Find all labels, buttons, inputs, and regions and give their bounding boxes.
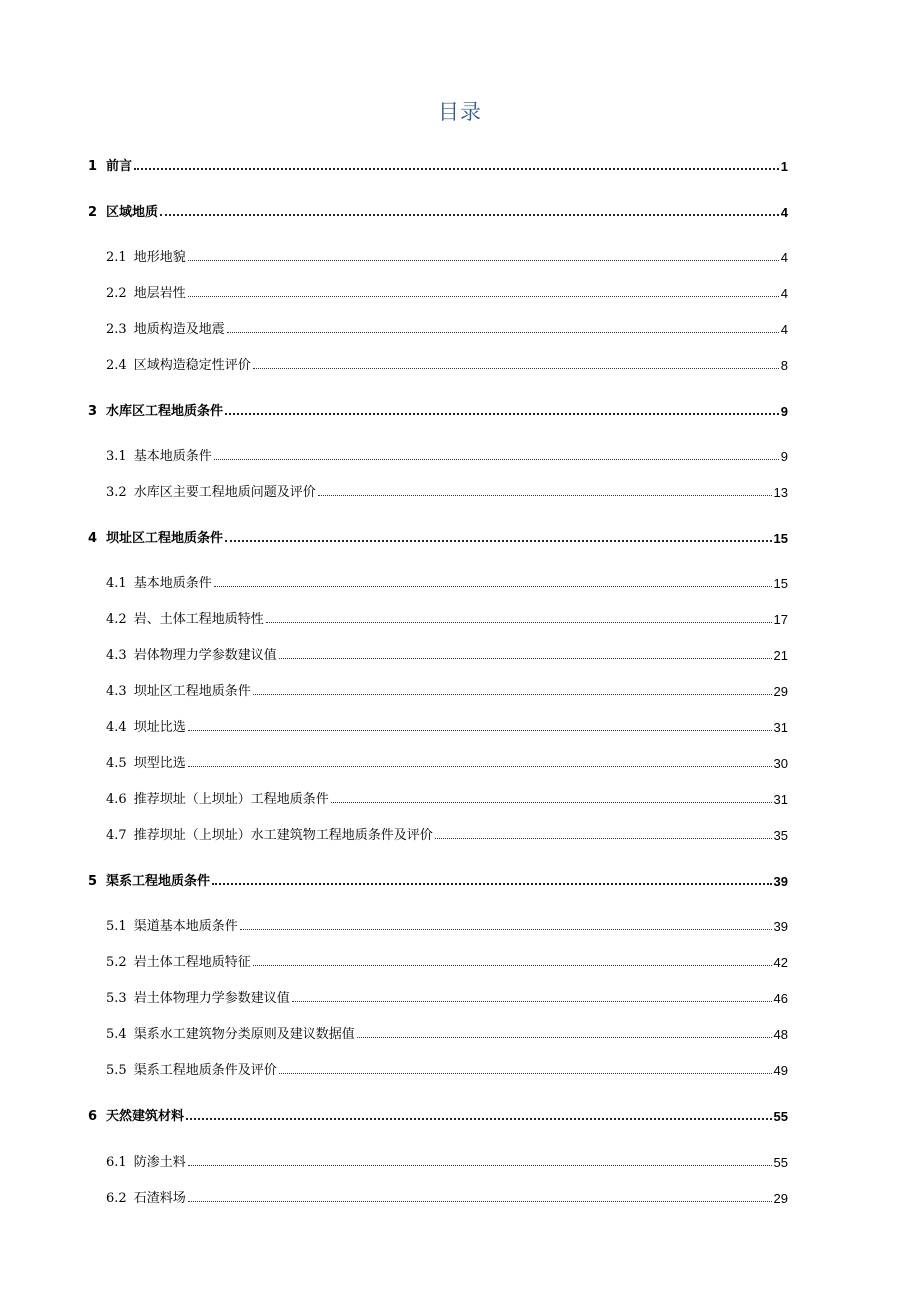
- dot-leader: [214, 459, 779, 460]
- toc-entry-number: 6.2: [106, 1191, 127, 1206]
- toc-entry-label: 岩体物理力学参数建议值: [133, 648, 277, 663]
- toc-entry[interactable]: [88, 1104, 788, 1124]
- toc-entry-label: 岩土体物理力学参数建议值: [133, 991, 290, 1006]
- toc-entry[interactable]: [106, 444, 788, 464]
- toc-entry-number: 4.3: [106, 648, 127, 663]
- dot-leader: [227, 332, 779, 333]
- toc-entry-number: 3: [88, 404, 98, 419]
- toc-entry-label: 区域构造稳定性评价: [133, 358, 251, 373]
- dot-leader: [188, 296, 779, 297]
- toc-entry-page-number: 39: [773, 874, 788, 889]
- toc-entry-page-number: 29: [773, 1191, 788, 1206]
- toc-entry[interactable]: [106, 245, 788, 265]
- toc-entry[interactable]: [106, 1186, 788, 1206]
- dot-leader: [279, 658, 772, 659]
- dot-leader: [188, 1165, 772, 1166]
- dot-leader: [357, 1037, 772, 1038]
- toc-entry-label: 渠道基本地质条件: [133, 919, 238, 934]
- toc-entry[interactable]: [106, 787, 788, 807]
- dot-leader: [225, 413, 779, 415]
- toc-entry-label: 渠系工程地质条件: [106, 874, 211, 889]
- toc-entry-number: 4.5: [106, 756, 127, 771]
- toc-entry[interactable]: [106, 281, 788, 301]
- toc-entry-page-number: 4: [780, 205, 788, 220]
- toc-title: 目录: [438, 100, 482, 124]
- toc-entry-number: 4.6: [106, 792, 127, 807]
- toc-entry-number: 5.5: [106, 1063, 127, 1078]
- toc-entry-page-number: 9: [780, 449, 788, 464]
- toc-entry-label: 地质构造及地震: [133, 322, 225, 337]
- toc-entry[interactable]: [106, 353, 788, 373]
- toc-entry-page-number: 29: [773, 684, 788, 699]
- toc-entry-number: 2: [88, 205, 98, 220]
- dot-leader: [212, 883, 771, 885]
- toc-entry[interactable]: [106, 1058, 788, 1078]
- toc-entry-label: 水库区工程地质条件: [106, 404, 224, 419]
- toc-entry-label: 渠系水工建筑物分类原则及建议数据值: [133, 1027, 355, 1042]
- toc-entry-page-number: 4: [780, 250, 788, 265]
- toc-entry-label: 前言: [106, 159, 133, 174]
- toc-entry[interactable]: [88, 200, 788, 220]
- toc-entry-page-number: 17: [773, 612, 788, 627]
- toc-entry[interactable]: [106, 317, 788, 337]
- toc-entry[interactable]: [88, 399, 788, 419]
- toc-entry[interactable]: [88, 526, 788, 546]
- dot-leader: [435, 838, 772, 839]
- toc-entry[interactable]: [106, 643, 788, 663]
- toc-entry-page-number: 31: [773, 792, 788, 807]
- toc-entry-page-number: 4: [780, 322, 788, 337]
- toc-entry[interactable]: [106, 1150, 788, 1170]
- toc-entry-page-number: 1: [780, 159, 788, 174]
- toc-entry-number: 4.4: [106, 720, 127, 735]
- toc-entry[interactable]: [106, 914, 788, 934]
- dot-leader: [279, 1073, 772, 1074]
- toc-entry-label: 基本地质条件: [133, 576, 212, 591]
- dot-leader: [331, 802, 772, 803]
- toc-entry-page-number: 55: [773, 1109, 788, 1124]
- dot-leader: [266, 622, 772, 623]
- toc-entry-label: 地层岩性: [133, 286, 186, 301]
- toc-entry-label: 坝型比选: [133, 756, 186, 771]
- toc-entry[interactable]: [106, 751, 788, 771]
- toc-entry-number: 2.3: [106, 322, 127, 337]
- dot-leader: [188, 1201, 772, 1202]
- toc-entry-number: 2.2: [106, 286, 127, 301]
- toc-entry[interactable]: [106, 823, 788, 843]
- toc-entry-number: 2.4: [106, 358, 127, 373]
- toc-entry-label: 石渣料场: [133, 1191, 186, 1206]
- toc-entry-label: 坝址比选: [133, 720, 186, 735]
- toc-entry-page-number: 55: [773, 1155, 788, 1170]
- toc-entry-page-number: 46: [773, 991, 788, 1006]
- toc-entry-number: 2.1: [106, 250, 127, 265]
- toc-entry-page-number: 30: [773, 756, 788, 771]
- toc-entry-number: 4: [88, 531, 98, 546]
- toc-entry-page-number: 49: [773, 1063, 788, 1078]
- toc-entry-number: 4.3: [106, 684, 127, 699]
- toc-entry-page-number: 13: [773, 485, 788, 500]
- toc-entry[interactable]: [106, 679, 788, 699]
- toc-entry[interactable]: [106, 950, 788, 970]
- toc-entry-page-number: 8: [780, 358, 788, 373]
- dot-leader: [253, 694, 772, 695]
- toc-entry[interactable]: [88, 154, 788, 174]
- dot-leader: [134, 168, 779, 170]
- toc-entry-page-number: 15: [773, 531, 788, 546]
- toc-entry-number: 1: [88, 159, 98, 174]
- toc-entry-label: 坝址区工程地质条件: [106, 531, 224, 546]
- dot-leader: [253, 368, 779, 369]
- toc-entry-number: 5: [88, 874, 98, 889]
- toc-entry-label: 推荐坝址（上坝址）水工建筑物工程地质条件及评价: [133, 828, 433, 843]
- toc-entry[interactable]: [106, 480, 788, 500]
- toc-entry-number: 4.7: [106, 828, 127, 843]
- toc-entry-label: 区域地质: [106, 205, 159, 220]
- toc-entry-page-number: 48: [773, 1027, 788, 1042]
- toc-entry-number: 4.1: [106, 576, 127, 591]
- toc-entry-label: 渠系工程地质条件及评价: [133, 1063, 277, 1078]
- toc-entry-page-number: 21: [773, 648, 788, 663]
- toc-entry-number: 5.1: [106, 919, 127, 934]
- dot-leader: [318, 495, 772, 496]
- toc-entry-label: 地形地貌: [133, 250, 186, 265]
- dot-leader: [240, 929, 772, 930]
- toc-entry-page-number: 35: [773, 828, 788, 843]
- toc-entry[interactable]: [106, 715, 788, 735]
- toc-entry-number: 5.3: [106, 991, 127, 1006]
- dot-leader: [188, 260, 779, 261]
- toc-entry-label: 坝址区工程地质条件: [133, 684, 251, 699]
- toc-entry-label: 岩、土体工程地质特性: [133, 612, 264, 627]
- toc-entry-label: 基本地质条件: [133, 449, 212, 464]
- dot-leader: [292, 1001, 772, 1002]
- toc-entry-number: 3.1: [106, 449, 127, 464]
- toc-entry[interactable]: [106, 986, 788, 1006]
- toc-entry-page-number: 4: [780, 286, 788, 301]
- toc-entry-number: 5.2: [106, 955, 127, 970]
- dot-leader: [186, 1118, 771, 1120]
- toc-entry[interactable]: [106, 571, 788, 591]
- toc-entry-page-number: 42: [773, 955, 788, 970]
- dot-leader: [188, 730, 772, 731]
- dot-leader: [214, 586, 772, 587]
- toc-entry-number: 6.1: [106, 1155, 127, 1170]
- dot-leader: [253, 965, 772, 966]
- toc-entry-label: 水库区主要工程地质问题及评价: [133, 485, 316, 500]
- toc-entry-page-number: 31: [773, 720, 788, 735]
- toc-entry-page-number: 15: [773, 576, 788, 591]
- toc-entry[interactable]: [88, 869, 788, 889]
- toc-entry-number: 5.4: [106, 1027, 127, 1042]
- toc-entry-label: 防渗土料: [133, 1155, 186, 1170]
- toc-entry[interactable]: [106, 1022, 788, 1042]
- toc-entry[interactable]: [106, 607, 788, 627]
- dot-leader: [225, 540, 771, 542]
- toc-entry-number: 6: [88, 1109, 98, 1124]
- dot-leader: [160, 214, 779, 216]
- toc-entry-page-number: 39: [773, 919, 788, 934]
- toc-entry-label: 推荐坝址（上坝址）工程地质条件: [133, 792, 329, 807]
- toc-entry-number: 4.2: [106, 612, 127, 627]
- dot-leader: [188, 766, 772, 767]
- toc-entry-number: 3.2: [106, 485, 127, 500]
- toc-entry-label: 岩土体工程地质特征: [133, 955, 251, 970]
- toc-entry-label: 天然建筑材料: [106, 1109, 185, 1124]
- toc-entry-page-number: 9: [780, 404, 788, 419]
